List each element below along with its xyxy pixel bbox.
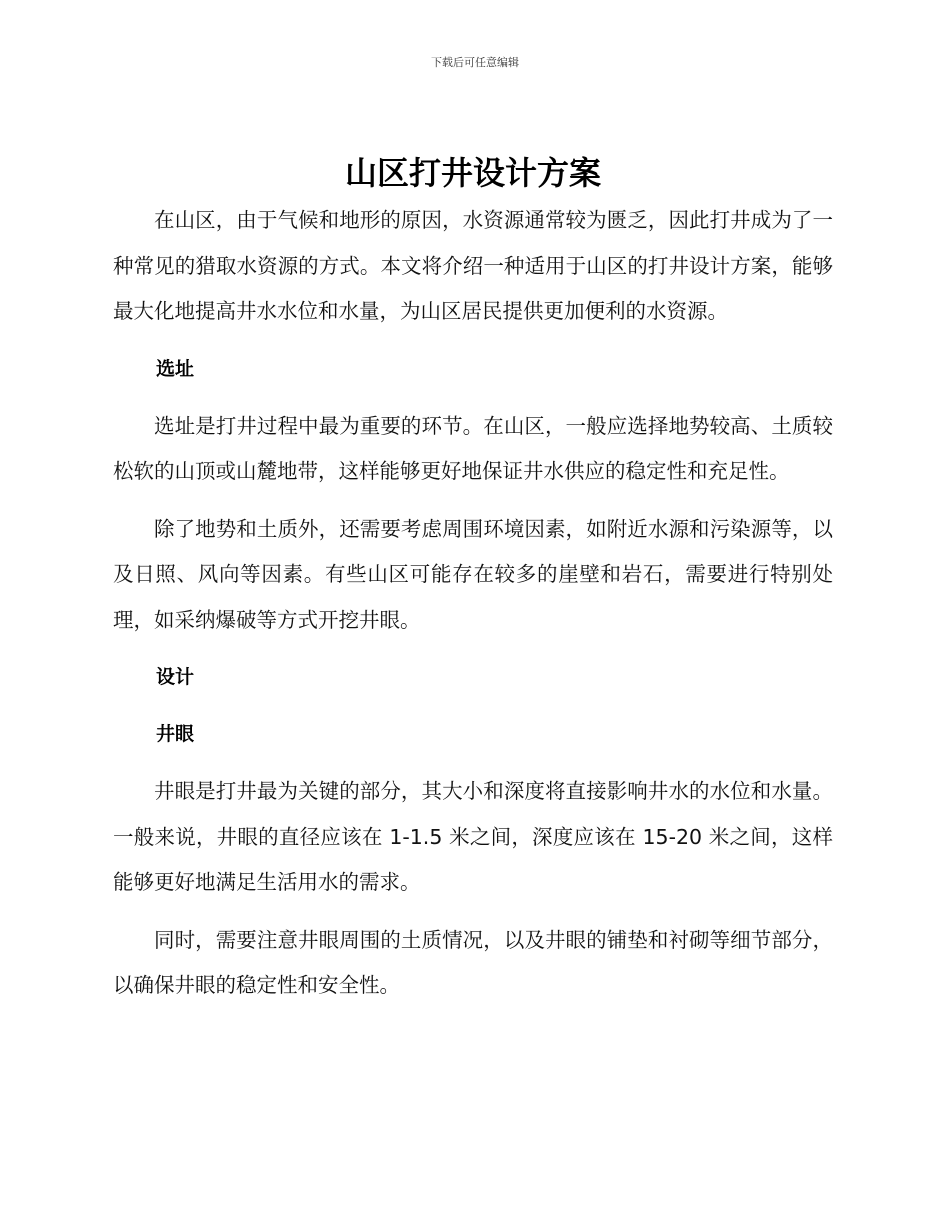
page-header-note: 下载后可任意编辑 <box>431 56 519 69</box>
well-paragraph-1: 井眼是打井最为关键的部分，其大小和深度将直接影响井水的水位和水量。一般来说，井眼的直径应该在 1-1.5 米之间，深度应该在 15-20 米之间，这样能够更好地满足生活用水的需求。 <box>113 779 833 894</box>
site-paragraph-2: 除了地势和土质外，还需要考虑周围环境因素，如附近水源和污染源等，以及日照、风向等因素。有些山区可能存在较多的崖壁和岩石，需要进行特别处理，如采纳爆破等方式开挖井眼。 <box>113 516 833 632</box>
well-paragraph-2: 同时，需要注意井眼周围的土质情况，以及井眼的铺垫和衬砌等细节部分，以确保井眼的稳定性和安全性。 <box>113 927 833 997</box>
intro-paragraph: 在山区，由于气候和地形的原因，水资源通常较为匮乏，因此打井成为了一种常见的猎取水资源的方式。本文将介绍一种适用于山区的打井设计方案，能够最大化地提高井水水位和水量，为山区居民提供更加便利的水资源。 <box>113 208 833 323</box>
site-paragraph-1: 选址是打井过程中最为重要的环节。在山区，一般应选择地势较高、土质较松软的山顶或山麓地带，这样能够更好地保证井水供应的稳定性和充足性。 <box>113 413 833 483</box>
document-body <box>113 150 833 1021</box>
subsection-heading-well: 井眼 <box>156 723 195 745</box>
section-heading-design: 设计 <box>156 666 195 688</box>
document-title: 山区打井设计方案 <box>344 154 601 192</box>
section-heading-site: 选址 <box>156 357 195 380</box>
